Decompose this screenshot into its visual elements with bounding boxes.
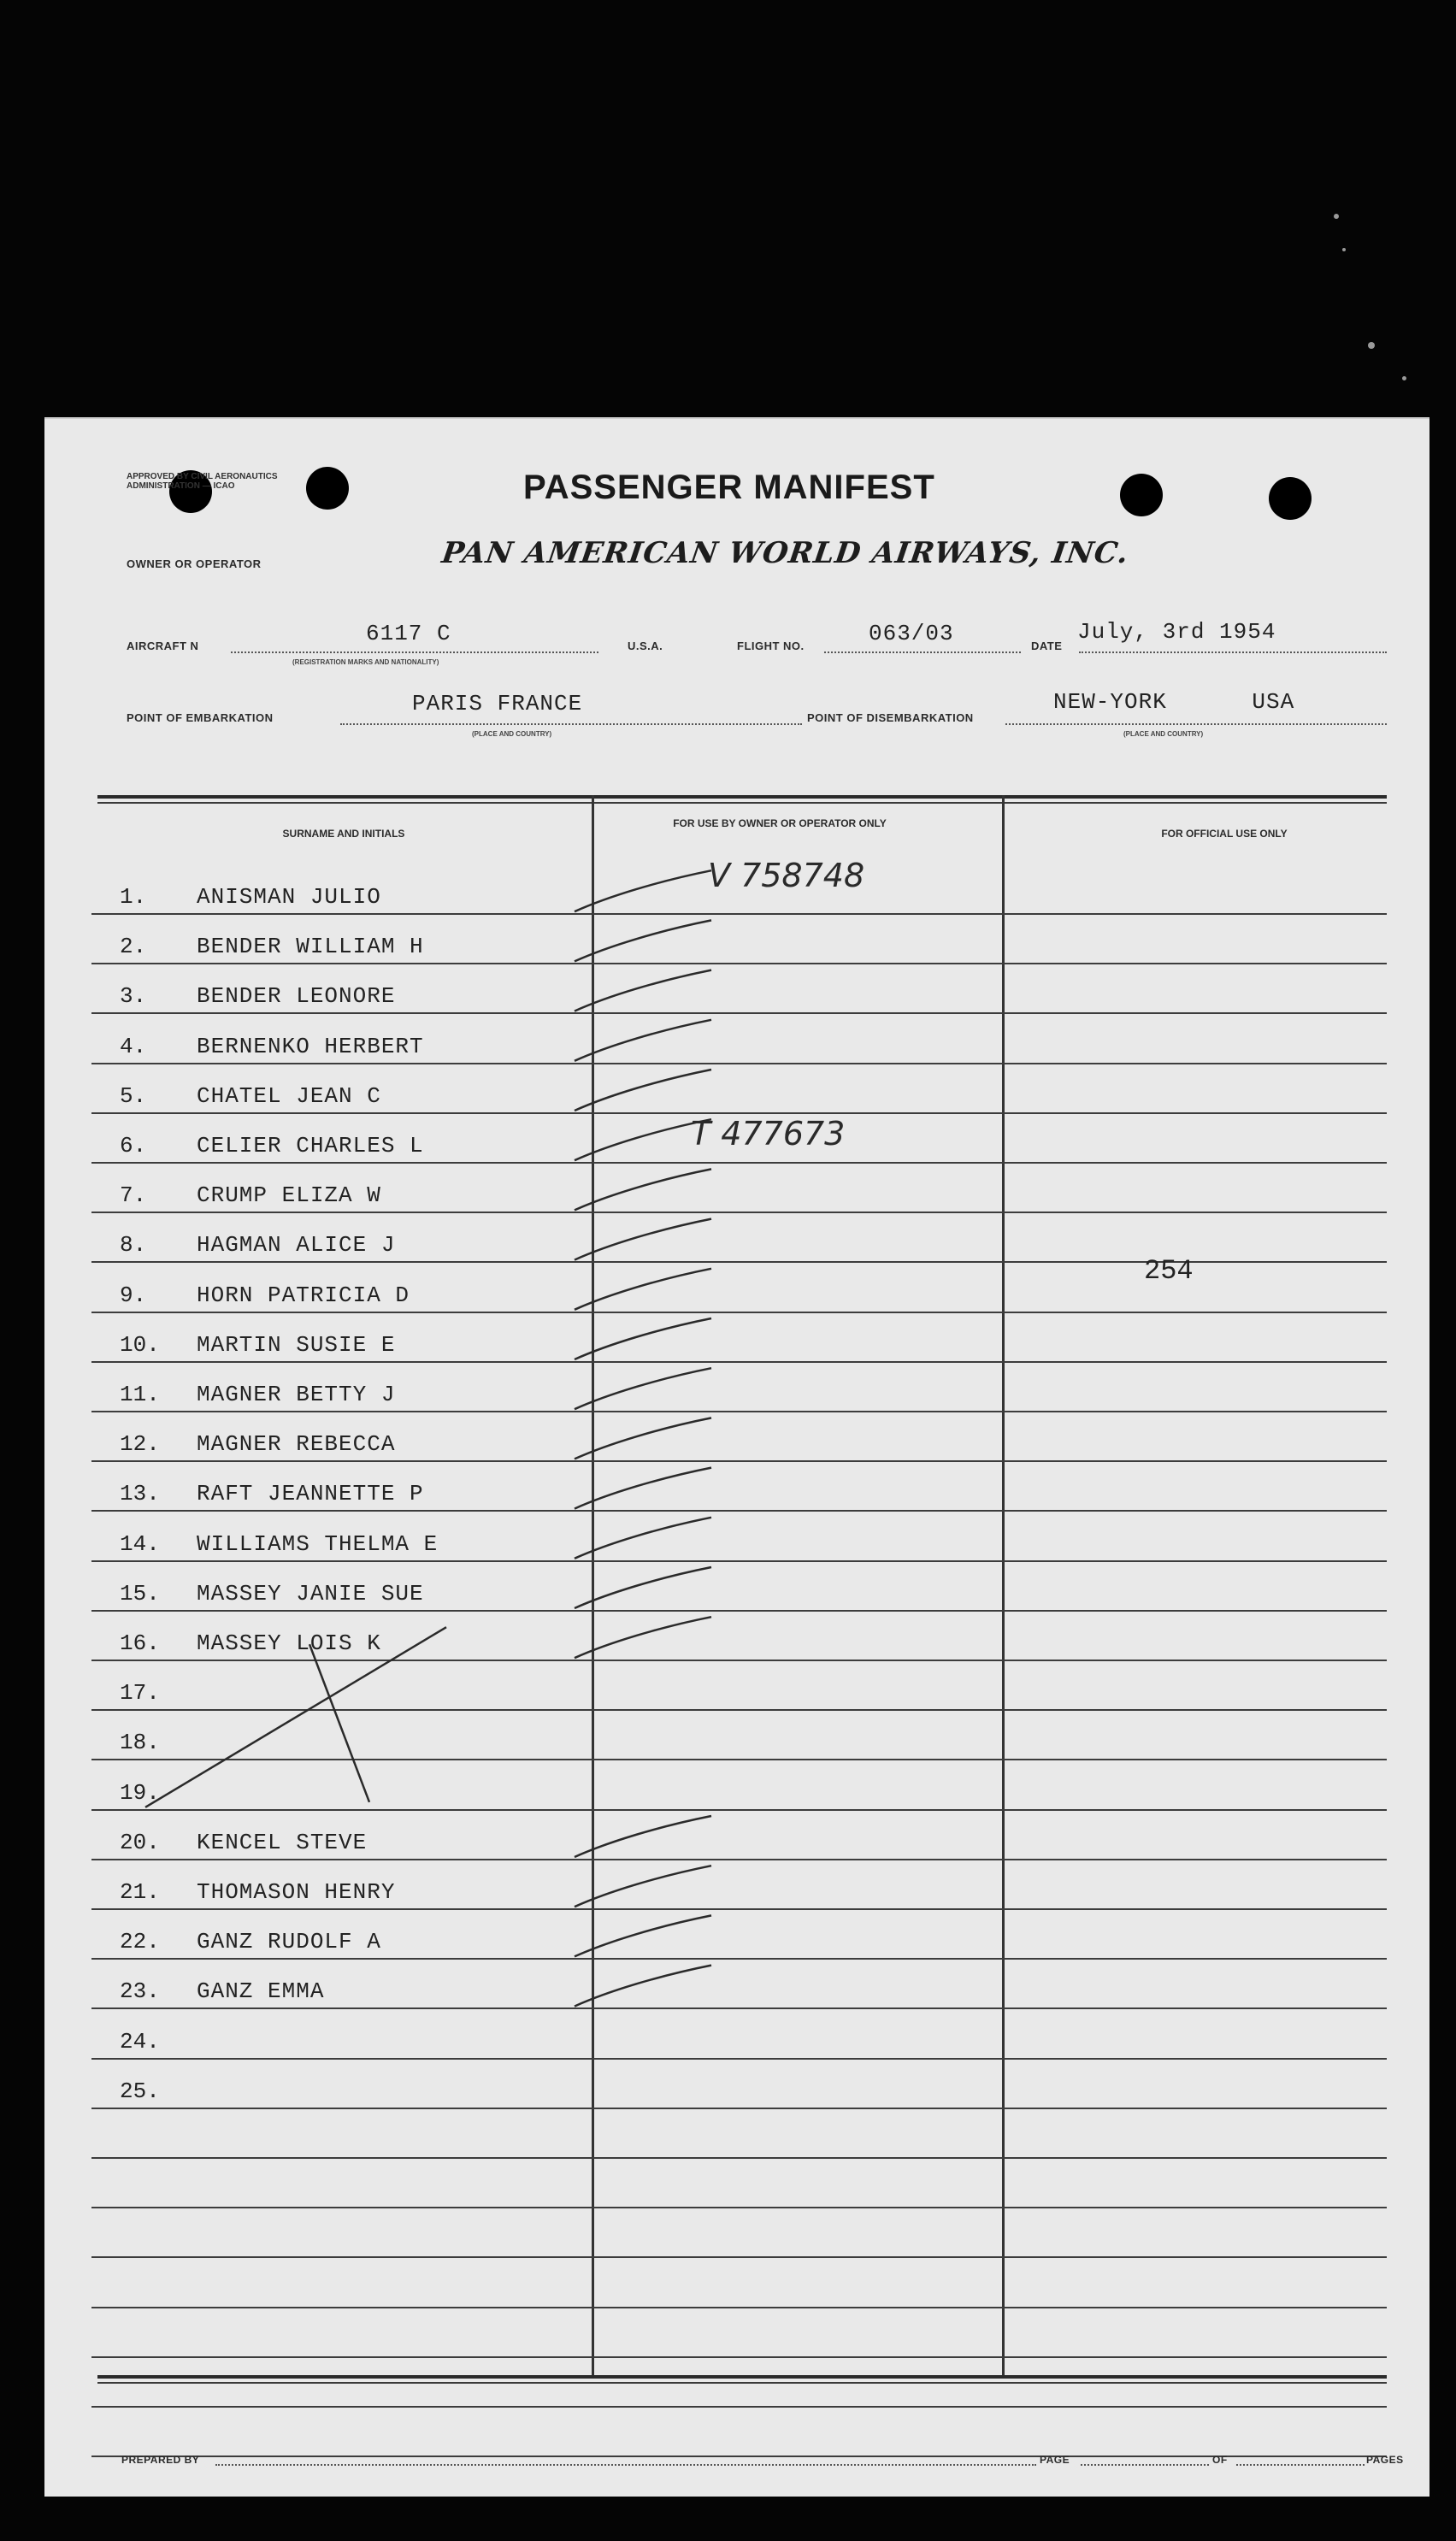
passenger-name: MAGNER BETTY J: [197, 1382, 396, 1407]
row-number: 7.: [120, 1182, 147, 1209]
row-number: 23.: [120, 1978, 160, 2005]
passenger-name: GANZ RUDOLF A: [197, 1929, 381, 1955]
check-mark: [575, 1966, 711, 2007]
page-label: PAGE: [1040, 2454, 1070, 2466]
passenger-name: MAGNER REBECCA: [197, 1431, 396, 1458]
date-label: DATE: [1031, 640, 1063, 652]
handwritten-marks: [44, 419, 1429, 2497]
row-number: 18.: [120, 1730, 160, 1756]
check-mark: [575, 1418, 711, 1459]
check-mark: [575, 1070, 711, 1111]
check-mark: [575, 1318, 711, 1359]
row-number: 22.: [120, 1929, 160, 1955]
date-value: July, 3rd 1954: [1077, 619, 1276, 645]
check-mark: [575, 1219, 711, 1260]
passenger-name: WILLIAMS THELMA E: [197, 1530, 439, 1557]
check-mark: [575, 970, 711, 1011]
passenger-name: CRUMP ELIZA W: [197, 1182, 381, 1209]
passenger-name: BENDER WILLIAM H: [197, 934, 424, 960]
check-mark: [575, 870, 711, 911]
check-mark: [575, 920, 711, 961]
pages-label: PAGES: [1366, 2454, 1404, 2466]
row-number: 16.: [120, 1630, 160, 1656]
passenger-name: MARTIN SUSIE E: [197, 1331, 396, 1358]
column-header-official: FOR OFFICIAL USE ONLY: [1161, 828, 1288, 840]
prepared-by-label: PREPARED BY: [121, 2454, 200, 2466]
owner-label: OWNER OR OPERATOR: [127, 557, 262, 570]
row-number: 24.: [120, 2028, 160, 2055]
passenger-name: THOMASON HENRY: [197, 1879, 396, 1905]
row-number: 17.: [120, 1680, 160, 1707]
official-use-value: 254: [1144, 1255, 1194, 1287]
handwritten-note-row-6: T 477673: [691, 1115, 846, 1153]
aircraft-label: AIRCRAFT N: [127, 640, 199, 652]
approval-note: APPROVED BY CIVIL AERONAUTICS ADMINISTRATION — ICAO: [127, 472, 278, 491]
row-number: 1.: [120, 884, 147, 910]
passenger-name: CELIER CHARLES L: [197, 1133, 424, 1158]
passenger-name: KENCEL STEVE: [197, 1829, 368, 1855]
row-number: 9.: [120, 1282, 147, 1308]
embarkation-label: POINT OF EMBARKATION: [127, 711, 274, 724]
check-mark: [575, 1169, 711, 1210]
check-mark: [575, 1269, 711, 1310]
check-mark: [575, 1915, 711, 1956]
embarkation-sublabel: (PLACE AND COUNTRY): [472, 730, 552, 738]
embarkation-value: PARIS FRANCE: [412, 691, 583, 716]
passenger-name: RAFT JEANNETTE P: [197, 1481, 424, 1507]
passenger-name: CHATEL JEAN C: [197, 1082, 381, 1109]
page-title: PASSENGER MANIFEST: [523, 469, 935, 506]
passenger-name: BERNENKO HERBERT: [197, 1033, 424, 1059]
row-number: 25.: [120, 2078, 160, 2104]
check-mark: [575, 1617, 711, 1658]
disembarkation-value: NEW-YORK USA: [1053, 689, 1295, 715]
passenger-name: MASSEY JANIE SUE: [197, 1580, 424, 1607]
row-number: 6.: [120, 1133, 147, 1158]
check-mark: [575, 1368, 711, 1409]
row-number: 4.: [120, 1033, 147, 1059]
row-number: 5.: [120, 1082, 147, 1109]
cross-out-stroke: [145, 1627, 446, 1807]
cross-out-stroke: [309, 1644, 369, 1802]
passenger-name: BENDER LEONORE: [197, 983, 396, 1010]
passenger-name: MASSEY LOIS K: [197, 1630, 381, 1656]
row-number: 21.: [120, 1879, 160, 1905]
row-number: 15.: [120, 1580, 160, 1607]
disembarkation-sublabel: (PLACE AND COUNTRY): [1123, 730, 1204, 738]
dust-speck: [1402, 376, 1406, 380]
check-mark: [575, 1816, 711, 1857]
handwritten-note-row-1: V 758748: [708, 857, 865, 894]
flight-value: 063/03: [869, 621, 954, 646]
column-header-names: SURNAME AND INITIALS: [282, 828, 405, 840]
flight-label: FLIGHT NO.: [737, 640, 805, 652]
passenger-name: HORN PATRICIA D: [197, 1282, 410, 1308]
check-mark: [575, 1468, 711, 1509]
row-number: 19.: [120, 1779, 160, 1806]
check-mark: [575, 1567, 711, 1608]
row-number: 12.: [120, 1431, 160, 1458]
aircraft-sublabel: (REGISTRATION MARKS AND NATIONALITY): [292, 658, 439, 666]
company-name: PAN AMERICAN WORLD AIRWAYS, INC.: [439, 536, 1131, 570]
check-mark: [575, 1119, 711, 1160]
row-number: 3.: [120, 983, 147, 1010]
aircraft-value: 6117 C: [366, 621, 451, 646]
disembarkation-label: POINT OF DISEMBARKATION: [807, 711, 974, 724]
row-number: 11.: [120, 1382, 160, 1407]
check-mark: [575, 1020, 711, 1061]
dust-speck: [1342, 248, 1346, 251]
passenger-name: HAGMAN ALICE J: [197, 1232, 396, 1259]
row-number: 10.: [120, 1331, 160, 1358]
row-number: 14.: [120, 1530, 160, 1557]
row-number: 13.: [120, 1481, 160, 1507]
dust-speck: [1368, 342, 1375, 349]
of-label: OF: [1212, 2454, 1228, 2466]
dust-speck: [1334, 214, 1339, 219]
manifest-sheet: [44, 417, 1429, 2497]
check-mark: [575, 1866, 711, 1907]
row-number: 20.: [120, 1829, 160, 1855]
column-header-owner: FOR USE BY OWNER OR OPERATOR ONLY: [673, 817, 887, 829]
check-mark: [575, 1518, 711, 1559]
usa-label: U.S.A.: [628, 640, 663, 652]
row-number: 8.: [120, 1232, 147, 1259]
row-number: 2.: [120, 934, 147, 960]
passenger-name: GANZ EMMA: [197, 1978, 325, 2005]
passenger-name: ANISMAN JULIO: [197, 884, 381, 910]
